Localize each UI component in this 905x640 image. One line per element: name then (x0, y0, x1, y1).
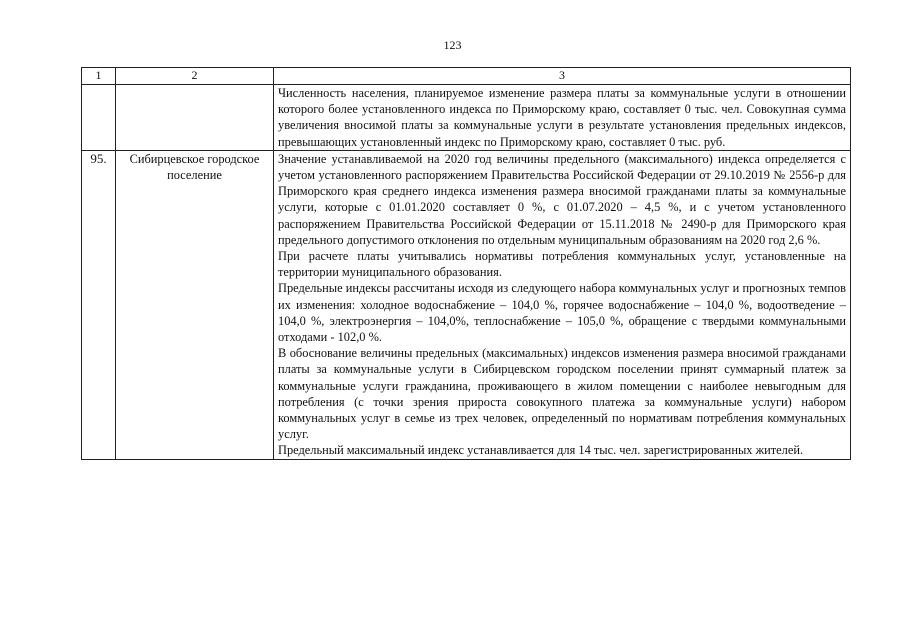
document-table (81, 67, 851, 460)
description-paragraph: Предельные индексы рассчитаны исходя из следующего набора коммунальных услуг и прогнозных темпов их изменения: холодное водоснабжение – 104,0 %, горячее водоснабжение – 104,0 %, водоотведение – 104,0 %, электроэнергия – 104,0%, теплоснабжение – 105,0 %, обращение с твердыми коммунальными отходами - 102,0 %. (278, 281, 846, 345)
description-paragraph: В обоснование величины предельных (максимальных) индексов изменения размера вносимой гражданами платы за коммунальные услуги в Сибирцевском городском поселении принят суммарный платеж за коммунальные услуги гражданина, проживающего в жилом помещении с наиболее невыгодным для потребления (с точки зрения прироста совокупного платежа за коммунальные услуги) набором коммунальных услуг в семье из трех человек, определенный по нормативам потребления коммунальных услуг. (278, 346, 846, 442)
municipality-name-cell (116, 85, 274, 151)
description-cell (274, 85, 851, 151)
table-row-continuation (82, 85, 851, 151)
description-paragraph: Значение устанавливаемой на 2020 год величины предельного (максимального) индекса определяется с учетом установленного распоряжением Правительства Российской Федерации от 29.10.2019 № 2556-р для Приморского края среднего индекса изменения размера вносимой гражданами платы за коммунальные услуги, которые с 01.01.2020 составляет 0 %, с 01.07.2020 – 4,5 %, и с учетом установленного распоряжением Правительства Российской Федерации от 15.11.2018 № 2490-р для Приморского края предельного допустимого отклонения по отдельным муниципальным образованиям на 2020 год 2,6 %. (278, 151, 846, 247)
column-header-3: 3 (274, 68, 851, 85)
municipality-name-cell: Сибирцевское городское поселение (116, 150, 274, 459)
description-paragraph: Предельный максимальный индекс устанавливается для 14 тыс. чел. зарегистрированных жителей. (278, 443, 804, 458)
column-header-2: 2 (116, 68, 274, 85)
table-row-95 (82, 150, 851, 459)
page-number: 123 (443, 38, 462, 52)
row-number-cell (82, 85, 116, 151)
column-header-1: 1 (82, 68, 116, 85)
description-cell (274, 150, 851, 459)
description-paragraph: При расчете платы учитывались нормативы потребления коммунальных услуг, установленные на территории муниципального образования. (278, 249, 846, 280)
description-paragraph: Численность населения, планируемое изменение размера платы за коммунальные услуги в отношении которого более установленного индекса по Приморскому краю, составляет 0 тыс. чел. Совокупная сумма увеличения вносимой платы за коммунальные услуги в результате установления предельных индексов, превышающих установленный индекс по Приморскому краю, составляет 0 тыс. руб. (278, 86, 846, 149)
table-header-row (82, 68, 851, 85)
row-number-cell: 95. (82, 150, 116, 459)
